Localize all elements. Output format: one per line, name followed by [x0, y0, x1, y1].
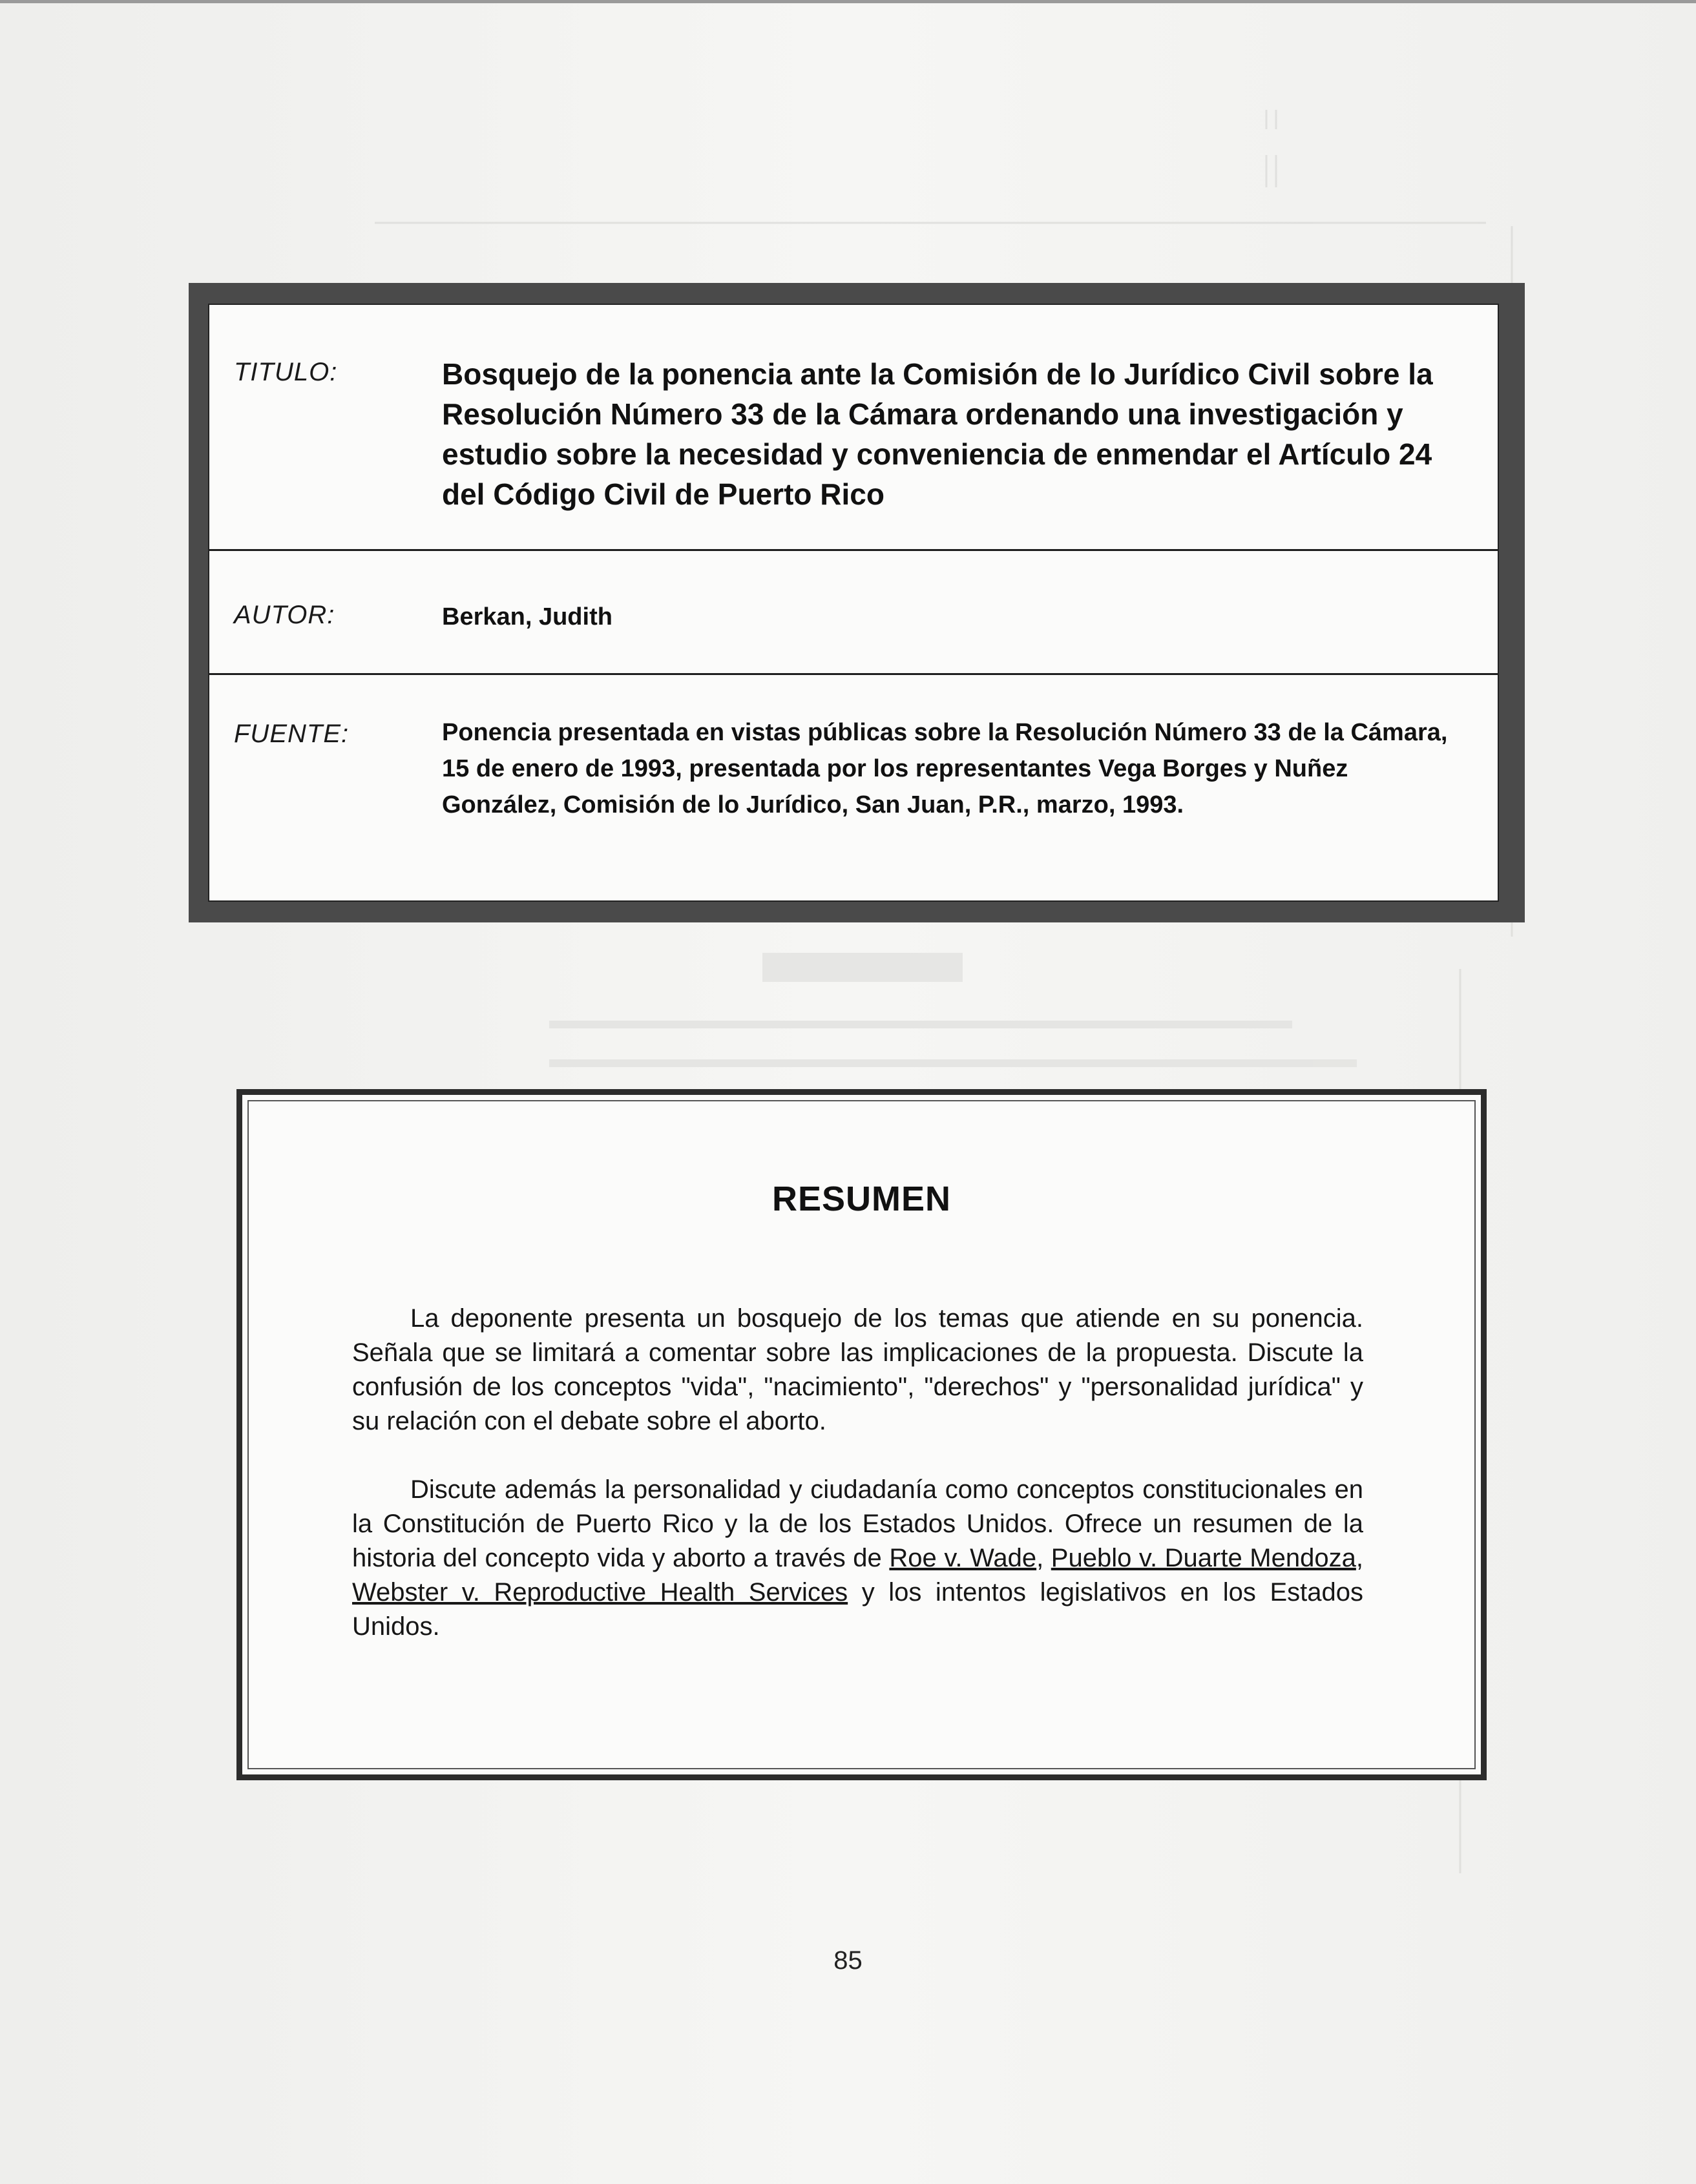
record-card-inner: [208, 304, 1499, 902]
citation-separator: ,: [1356, 1544, 1363, 1572]
title-label: TITULO:: [234, 358, 338, 386]
paragraph-2-intro: Discute además la personalidad y ciudadanía como conceptos constitucionales en la Constitución de Puerto Rico y la de los Estados Unidos. Ofrece un resumen de la historia del concepto vida y aborto a través de: [352, 1475, 1363, 1572]
resumen-heading: RESUMEN: [771, 1180, 952, 1218]
resumen-box: [236, 1089, 1487, 1780]
paragraph-2-end: y los intentos legislativos en los Estados Unidos.: [352, 1578, 1363, 1641]
source-row: [209, 673, 1498, 900]
source-value: Ponencia presentada en vistas públicas sobre la Resolución Número 33 de la Cámara, 15 de enero de 1993, presentada por los representantes Vega Borges y Nuñez González, Comisión de lo Jurídico, San Juan, P.R., marzo, 1993.: [442, 719, 1448, 818]
resumen-paragraph-1: La deponente presenta un bosquejo de los temas que atiende en su ponencia. Señala que se limitará a comentar sobre las implicaciones de la propuesta. Discute la confusión de los conceptos "vida", "nacimiento", "derechos" y "personalidad jurídica" y su relación con el debate sobre el aborto.: [352, 1304, 1363, 1435]
author-row: [209, 549, 1498, 672]
page-number: 85: [833, 1946, 863, 1975]
author-label: AUTOR:: [234, 601, 335, 629]
source-label: FUENTE:: [234, 720, 350, 748]
case-citation-duarte: Pueblo v. Duarte Mendoza: [1051, 1544, 1356, 1572]
resumen-paragraph-2: [352, 1473, 1363, 1644]
case-citation-roe: Roe v. Wade: [889, 1544, 1037, 1572]
title-value: Bosquejo de la ponencia ante la Comisión de lo Jurídico Civil sobre la Resolución Número 33 de la Cámara ordenando una investigación y estudio sobre la necesidad y conveniencia de enmendar el Artículo 24 del Código Civil de Puerto Rico: [442, 357, 1433, 511]
citation-separator: ,: [1036, 1544, 1051, 1572]
author-value: Berkan, Judith: [442, 603, 612, 630]
title-row: [209, 305, 1498, 549]
resumen-body: [352, 1302, 1363, 1678]
case-citation-webster: Webster v. Reproductive Health Services: [352, 1578, 848, 1607]
top-edge-rule: [0, 0, 1696, 3]
record-card: [189, 283, 1525, 922]
